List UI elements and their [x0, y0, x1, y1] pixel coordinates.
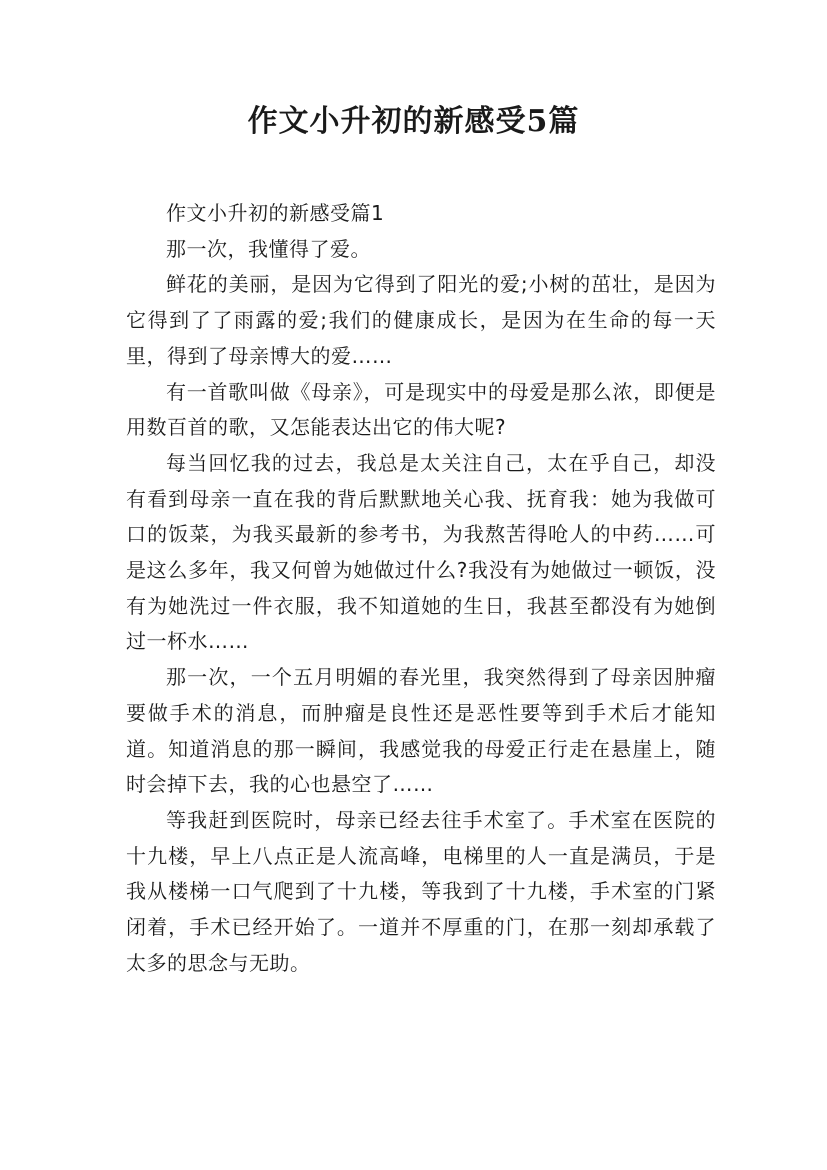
paragraph: 每当回忆我的过去，我总是太关注自己，太在乎自己，却没有看到母亲一直在我的背后默默地关心我、抚育我：她为我做可口的饭菜，为我买最新的参考书，为我熬苦得呛人的中药……可是这么多年，我又何曾为她做过什么?我没有为她做过一顿饭，没有为她洗过一件衣服，我不知道她的生日，我甚至都没有为她倒过一杯水……	[126, 450, 716, 654]
document-body	[126, 196, 716, 981]
paragraph: 鲜花的美丽，是因为它得到了阳光的爱;小树的茁壮，是因为它得到了了雨露的爱;我们的健康成长，是因为在生命的每一天里，得到了母亲博大的爱……	[126, 272, 716, 368]
paragraph: 那一次，一个五月明媚的春光里，我突然得到了母亲因肿瘤要做手术的消息，而肿瘤是良性还是恶性要等到手术后才能知道。知道消息的那一瞬间，我感觉我的母爱正行走在悬崖上，随时会掉下去，我的心也悬空了……	[126, 665, 716, 797]
paragraph: 有一首歌叫做《母亲》，可是现实中的母爱是那么浓，即便是用数百首的歌，又怎能表达出它的伟大呢?	[126, 379, 716, 440]
section-heading: 作文小升初的新感受篇1	[166, 201, 385, 225]
paragraph: 那一次，我懂得了爱。	[166, 236, 371, 261]
paragraph: 等我赶到医院时，母亲已经去往手术室了。手术室在医院的十九楼，早上八点正是人流高峰，电梯里的人一直是满员，于是我从楼梯一口气爬到了十九楼，等我到了十九楼，手术室的门紧闭着，手术已经开始了。一道并不厚重的门，在那一刻却承载了太多的思念与无助。	[126, 807, 716, 975]
document-title: 作文小升初的新感受5篇	[247, 104, 580, 139]
